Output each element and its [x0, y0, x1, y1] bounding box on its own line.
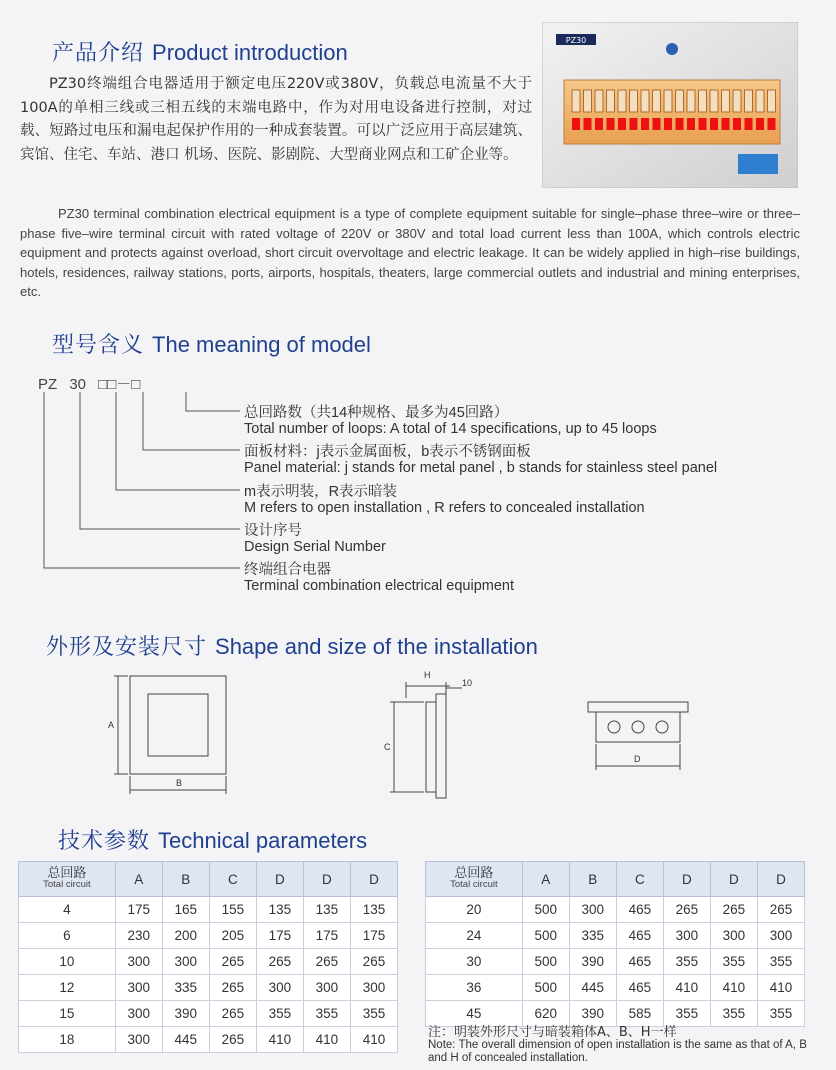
- table-cell: 200: [162, 923, 209, 949]
- table-row: [19, 1027, 398, 1053]
- table-cell: 300: [663, 923, 710, 949]
- header-total-circuit-cn: 总回路: [454, 865, 494, 880]
- dim-a-label: A: [108, 720, 115, 730]
- table-cell: 355: [757, 1001, 804, 1027]
- spec-table-right-body: [426, 897, 805, 1027]
- breaker-switch: [595, 90, 603, 112]
- table-cell: 265: [209, 1001, 256, 1027]
- breaker-indicator: [653, 118, 661, 130]
- breaker-indicator: [699, 118, 707, 130]
- model-line-panel-en: Panel material: j stands for metal panel , b stands for stainless steel panel: [244, 460, 718, 476]
- table-cell: 300: [710, 923, 757, 949]
- breaker-indicator: [595, 118, 603, 130]
- table-cell: 300: [256, 975, 303, 1001]
- breaker-switch: [618, 90, 626, 112]
- spec-table-right: [425, 861, 805, 1027]
- spec-table-left-header: [19, 862, 398, 897]
- model-line-equipment-cn: 终端组合电器: [244, 562, 331, 578]
- table-cell: 445: [569, 975, 616, 1001]
- dim-c-label: C: [384, 742, 391, 752]
- intro-paragraph-cn: PZ30终端组合电器适用于额定电压220V或380V，负载总电流量不大于100A的单相三线或三相五线的末端电路中，作为对用电设备进行控制，对过载、短路过电压和漏电起保护作用的一种成套装置。可以广泛应用于高层建筑、宾馆、住宅、车站、港口 机场、医院、影剧院、大型商业网点和工矿企业等。: [20, 76, 532, 163]
- breaker-indicator: [630, 118, 638, 130]
- breaker-indicator: [664, 118, 672, 130]
- breaker-switch: [756, 90, 764, 112]
- shape-heading-en: Shape and size of the installation: [215, 634, 538, 659]
- table-cell: 500: [522, 923, 569, 949]
- breaker-switch: [710, 90, 718, 112]
- table-cell: 500: [522, 897, 569, 923]
- table-cell: 355: [663, 1001, 710, 1027]
- header-col: D: [663, 862, 710, 897]
- breaker-switch: [607, 90, 615, 112]
- table-cell: 205: [209, 923, 256, 949]
- table-cell: 410: [710, 975, 757, 1001]
- table-cell: 465: [616, 975, 663, 1001]
- table-cell: 265: [663, 897, 710, 923]
- breaker-indicator: [584, 118, 592, 130]
- header-col: B: [569, 862, 616, 897]
- breaker-switch: [768, 90, 776, 112]
- table-cell: 410: [350, 1027, 397, 1053]
- breaker-switch: [653, 90, 661, 112]
- dim-d-label: D: [634, 754, 641, 764]
- intro-heading: [52, 36, 348, 67]
- header-col: B: [162, 862, 209, 897]
- table-cell: 300: [162, 949, 209, 975]
- table-cell: 410: [256, 1027, 303, 1053]
- table-cell: 500: [522, 949, 569, 975]
- model-line-loops-cn: 总回路数（共14种规格、最多为45回路）: [244, 405, 509, 421]
- model-line-install-cn: m表示明装，R表示暗装: [244, 484, 398, 500]
- table-cell: 135: [303, 897, 350, 923]
- model-line-equipment-en: Terminal combination electrical equipment: [244, 578, 514, 594]
- breaker-switch: [699, 90, 707, 112]
- table-cell: 265: [757, 897, 804, 923]
- header-total-circuit-en: Total circuit: [43, 879, 91, 890]
- tech-heading: [58, 824, 367, 855]
- cell-total-circuit: 12: [19, 975, 116, 1001]
- table-cell: 300: [115, 975, 162, 1001]
- table-cell: 500: [522, 975, 569, 1001]
- breaker-indicator: [676, 118, 684, 130]
- table-row: [19, 1001, 398, 1027]
- dim-b-label: B: [176, 778, 183, 788]
- cell-total-circuit: 4: [19, 897, 116, 923]
- model-line-install-en: M refers to open installation , R refers to concealed installation: [244, 500, 645, 516]
- note-en: Note: The overall dimension of open installation is the same as that of A, B and H of concealed installation.: [428, 1039, 807, 1064]
- header-total-circuit-en: Total circuit: [450, 879, 498, 890]
- breaker-switch: [664, 90, 672, 112]
- breaker-indicator: [722, 118, 730, 130]
- breaker-indicator: [572, 118, 580, 130]
- model-line-serial-en: Design Serial Number: [244, 539, 386, 555]
- table-cell: 175: [115, 897, 162, 923]
- breaker-switch: [630, 90, 638, 112]
- model-line-panel-cn: 面板材料：j表示金属面板，b表示不锈钢面板: [244, 444, 531, 460]
- cell-total-circuit: 45: [426, 1001, 523, 1027]
- breaker-indicator: [641, 118, 649, 130]
- header-col: A: [522, 862, 569, 897]
- shape-heading-cn: 外形及安装尺寸: [46, 635, 208, 660]
- table-cell: 335: [162, 975, 209, 1001]
- table-cell: 355: [256, 1001, 303, 1027]
- table-cell: 265: [209, 975, 256, 1001]
- front-view-drawing: [98, 666, 238, 798]
- header-total-circuit: [426, 862, 523, 897]
- dim-10-label: 10: [462, 678, 473, 688]
- table-cell: 175: [256, 923, 303, 949]
- cell-total-circuit: 30: [426, 949, 523, 975]
- shape-heading: [46, 630, 538, 661]
- cell-total-circuit: 36: [426, 975, 523, 1001]
- spec-table-right-header: [426, 862, 805, 897]
- table-cell: 465: [616, 949, 663, 975]
- breaker-switch: [584, 90, 592, 112]
- table-cell: 265: [256, 949, 303, 975]
- table-row: [426, 949, 805, 975]
- breaker-switch: [745, 90, 753, 112]
- table-cell: 265: [209, 949, 256, 975]
- header-col: D: [303, 862, 350, 897]
- table-cell: 300: [115, 1027, 162, 1053]
- table-cell: 620: [522, 1001, 569, 1027]
- header-col: D: [710, 862, 757, 897]
- table-cell: 355: [350, 1001, 397, 1027]
- product-photo: [542, 22, 798, 188]
- model-heading: [52, 328, 371, 359]
- table-cell: 410: [303, 1027, 350, 1053]
- table-cell: 390: [569, 949, 616, 975]
- cell-total-circuit: 15: [19, 1001, 116, 1027]
- intro-heading-en: Product introduction: [152, 40, 348, 65]
- header-total-circuit-cn: 总回路: [47, 865, 87, 880]
- table-row: [426, 897, 805, 923]
- table-cell: 265: [710, 897, 757, 923]
- table-cell: 175: [350, 923, 397, 949]
- cell-total-circuit: 10: [19, 949, 116, 975]
- header-col: D: [256, 862, 303, 897]
- model-line-loops-en: Total number of loops: A total of 14 specifications, up to 45 loops: [244, 421, 657, 437]
- table-cell: 300: [303, 975, 350, 1001]
- cell-total-circuit: 18: [19, 1027, 116, 1053]
- table-cell: 300: [569, 897, 616, 923]
- table-cell: 300: [115, 949, 162, 975]
- model-code: PZ 30 □□－□: [38, 376, 141, 393]
- table-cell: 355: [757, 949, 804, 975]
- header-col: C: [209, 862, 256, 897]
- breaker-switch: [733, 90, 741, 112]
- breaker-indicator: [733, 118, 741, 130]
- tech-heading-cn: 技术参数: [58, 829, 151, 854]
- breaker-switch: [641, 90, 649, 112]
- table-cell: 410: [663, 975, 710, 1001]
- table-cell: 355: [710, 1001, 757, 1027]
- intro-heading-cn: 产品介绍: [52, 41, 145, 66]
- model-heading-en: The meaning of model: [152, 332, 371, 357]
- table-cell: 175: [303, 923, 350, 949]
- table-cell: 165: [162, 897, 209, 923]
- breaker-indicator: [687, 118, 695, 130]
- breaker-indicator: [768, 118, 776, 130]
- table-row: [19, 975, 398, 1001]
- header-col: D: [757, 862, 804, 897]
- table-row: [19, 923, 398, 949]
- table-cell: 300: [115, 1001, 162, 1027]
- header-col: D: [350, 862, 397, 897]
- header-col: A: [115, 862, 162, 897]
- tech-heading-en: Technical parameters: [158, 828, 368, 853]
- table-cell: 465: [616, 923, 663, 949]
- table-cell: 465: [616, 897, 663, 923]
- side-view-drawing: [380, 664, 490, 804]
- table-cell: 300: [350, 975, 397, 1001]
- table-row: [19, 897, 398, 923]
- table-cell: 230: [115, 923, 162, 949]
- table-cell: 390: [569, 1001, 616, 1027]
- table-cell: 135: [350, 897, 397, 923]
- cell-total-circuit: 6: [19, 923, 116, 949]
- breaker-indicator: [618, 118, 626, 130]
- top-view-drawing: [584, 698, 694, 772]
- table-cell: 335: [569, 923, 616, 949]
- table-row: [426, 975, 805, 1001]
- breaker-switch: [722, 90, 730, 112]
- table-cell: 445: [162, 1027, 209, 1053]
- breaker-indicator: [756, 118, 764, 130]
- breaker-indicator: [710, 118, 718, 130]
- photo-label: PZ30: [565, 36, 587, 45]
- table-cell: 355: [710, 949, 757, 975]
- cell-total-circuit: 24: [426, 923, 523, 949]
- model-line-serial-cn: 设计序号: [244, 523, 302, 539]
- cell-total-circuit: 20: [426, 897, 523, 923]
- table-cell: 410: [757, 975, 804, 1001]
- intro-paragraph-en: PZ30 terminal combination electrical equipment is a type of complete equipment suitable for single–phase three–wire or three–phase five–wire terminal circuit with rated voltage of 220V or 380V and total load current less than 100A, which controls electric equipment and protects against overload, short circuit overvoltage and electric leakage. It can be widely applied in high–rise buildings, hotels, residences, railway stations, ports, airports, hospitals, theaters, large commercial outlets and industrial and mining enterprises, etc.: [20, 206, 800, 300]
- dim-h-label: H: [424, 670, 431, 680]
- header-col: C: [616, 862, 663, 897]
- table-cell: 585: [616, 1001, 663, 1027]
- table-row: [19, 949, 398, 975]
- table-cell: 265: [209, 1027, 256, 1053]
- spec-table-left: [18, 861, 398, 1053]
- table-cell: 135: [256, 897, 303, 923]
- note-cn: 注：明装外形尺寸与暗装箱体A、B、H一样: [428, 1025, 677, 1040]
- table-cell: 300: [757, 923, 804, 949]
- table-cell: 390: [162, 1001, 209, 1027]
- model-heading-cn: 型号含义: [52, 333, 145, 358]
- breaker-switch: [687, 90, 695, 112]
- breaker-indicator: [607, 118, 615, 130]
- table-row: [426, 923, 805, 949]
- table-cell: 155: [209, 897, 256, 923]
- table-cell: 355: [663, 949, 710, 975]
- spec-table-left-body: [19, 897, 398, 1053]
- table-cell: 265: [350, 949, 397, 975]
- table-cell: 355: [303, 1001, 350, 1027]
- breaker-switch: [676, 90, 684, 112]
- table-cell: 265: [303, 949, 350, 975]
- header-total-circuit: [19, 862, 116, 897]
- breaker-indicator: [745, 118, 753, 130]
- breaker-switch: [572, 90, 580, 112]
